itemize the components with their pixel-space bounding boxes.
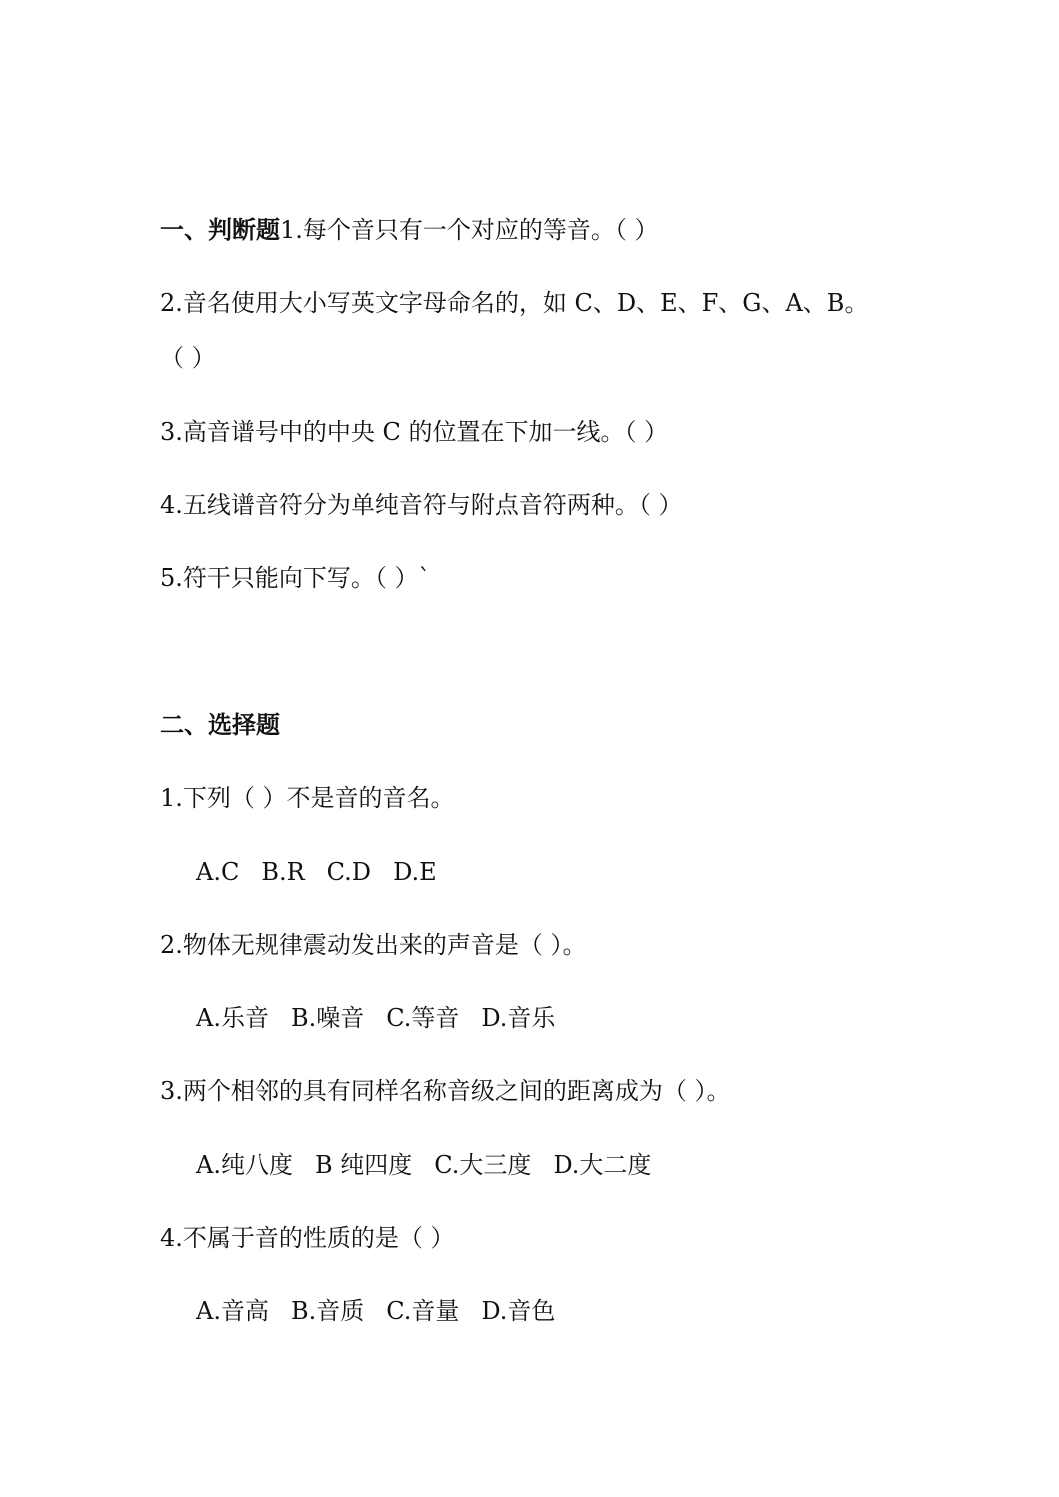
choice-question-4: 4.不属于音的性质的是（ ） [160,1224,455,1252]
choice-option: B 纯四度 [314,1151,413,1179]
judgement-question-3: 3.高音谱号中的中央 C 的位置在下加一线。（ ） [160,418,669,446]
judgement-question-2-bracket: （ ） [160,344,216,372]
section1-heading: 一、判断题 [160,215,280,244]
choice-question-2: 2.物体无规律震动发出来的声音是（ ）。 [160,931,587,959]
choice-question-1: 1.下列（ ）不是音的音名。 [160,784,455,812]
choice-option: D.音乐 [481,1004,556,1032]
choice-option: D.大二度 [553,1151,652,1179]
choice-option: A.纯八度 [196,1151,293,1179]
choice-option: B.R [261,858,305,886]
choice-question-3: 3.两个相邻的具有同样名称音级之间的距离成为（ ）。 [160,1077,731,1105]
choice-question-3-options [196,1149,651,1181]
choice-option: D.E [393,858,437,886]
choice-option: A.C [196,858,240,886]
choice-option: A.乐音 [196,1004,269,1032]
section1-line1 [160,214,659,246]
choice-option: C.大三度 [434,1151,532,1179]
judgement-question-4: 4.五线谱音符分为单纯音符与附点音符两种。（ ） [160,491,683,519]
choice-option: C.等音 [386,1004,460,1032]
choice-question-4-options [196,1295,555,1327]
choice-question-2-options [196,1002,555,1034]
section2-heading: 二、选择题 [160,710,280,739]
judgement-question-5: 5.符干只能向下写。（ ）` [160,564,431,592]
choice-option: C.D [326,858,372,886]
choice-option: B.音质 [290,1297,365,1325]
choice-option: D.音色 [481,1297,556,1325]
choice-option: C.音量 [386,1297,460,1325]
choice-question-1-options [196,856,437,888]
choice-option: A.音高 [196,1297,269,1325]
choice-option: B.噪音 [290,1004,365,1032]
judgement-question-2: 2.音名使用大小写英文字母命名的，如 C、D、E、F、G、A、B。 [160,289,869,317]
judgement-question-1: 1.每个音只有一个对应的等音。（ ） [280,216,659,244]
